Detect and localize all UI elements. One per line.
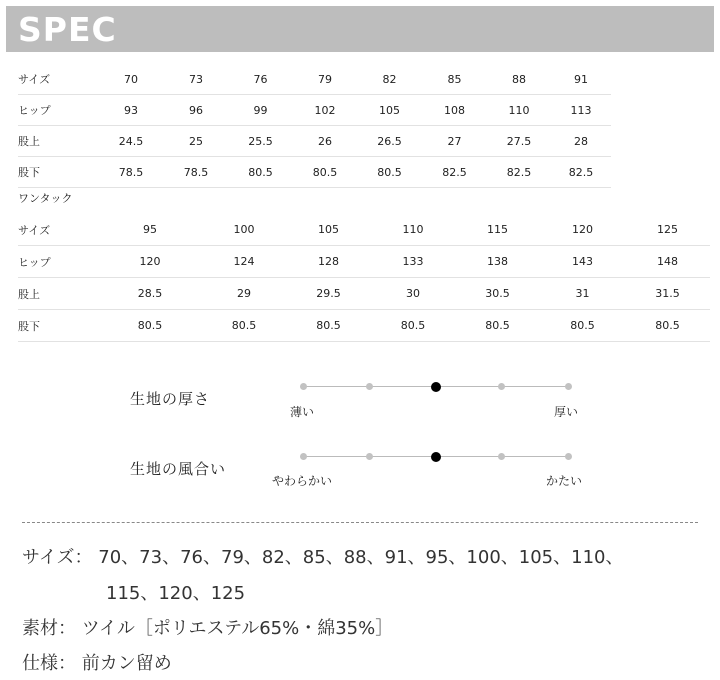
size-value-cell: 80.5 (570, 319, 595, 332)
size-value-cell: 82.5 (568, 165, 594, 179)
size-value-cell: 105 (318, 223, 339, 236)
size-value-cell: 31.5 (655, 287, 680, 300)
size-value-cell: 26 (318, 134, 332, 148)
table-row (18, 126, 611, 157)
row-label: サイズ (18, 73, 51, 86)
table-row (18, 278, 710, 310)
table-row (18, 157, 611, 188)
scale-dot (565, 453, 572, 460)
size-value-cell: 148 (657, 255, 678, 268)
size-value-cell: 113 (570, 103, 592, 117)
detail-line: 仕様： 前カン留め (22, 653, 172, 674)
size-value-cell: 78.5 (118, 165, 144, 179)
sizes-line: サイズ： 70、73、76、79、82、85、88、91、95、100、105、110、 (22, 547, 624, 568)
thickness-left-label: 薄い (290, 405, 315, 419)
size-value-cell: 80.5 (137, 319, 163, 332)
size-value-cell: 29 (237, 287, 251, 300)
size-value-cell: 82.5 (442, 165, 467, 179)
size-value-cell: 125 (657, 223, 678, 236)
row-label: 股上 (18, 135, 40, 148)
size-value-cell: 108 (444, 103, 465, 117)
texture-left-label: やわらかい (272, 474, 333, 488)
row-label: 股下 (18, 166, 40, 179)
selected-scale-dot (431, 452, 441, 462)
size-value-cell: 88 (512, 72, 526, 86)
size-value-cell: 78.5 (183, 165, 209, 179)
page-title: SPEC (18, 10, 117, 49)
size-value-cell: 138 (487, 255, 508, 268)
table-row (18, 95, 611, 126)
texture-right-label: かたい (546, 474, 583, 488)
row-label: 股上 (18, 287, 40, 301)
onetuck-label: ワンタック (18, 192, 73, 205)
size-table-onetuck (18, 214, 710, 342)
size-value-cell: 25 (189, 134, 203, 148)
spec-header (6, 6, 714, 52)
size-value-cell: 120 (572, 223, 593, 236)
scale-dot (498, 383, 505, 390)
size-value-cell: 93 (124, 103, 138, 117)
scale-dot (498, 453, 505, 460)
size-value-cell: 128 (318, 255, 339, 268)
size-value-cell: 28.5 (137, 287, 163, 300)
texture-title: 生地の風合い (130, 460, 227, 478)
sizes-line-continued: 115、120、125 (106, 583, 246, 604)
size-value-cell: 80.5 (248, 165, 273, 179)
size-value-cell: 110 (508, 103, 530, 117)
size-value-cell: 80.5 (400, 319, 426, 332)
scale-dot (300, 383, 307, 390)
size-value-cell: 29.5 (316, 287, 341, 300)
table-row (18, 310, 710, 342)
size-value-cell: 25.5 (248, 134, 273, 148)
size-value-cell: 80.5 (312, 165, 338, 179)
size-value-cell: 91 (574, 72, 588, 86)
size-value-cell: 82 (382, 72, 397, 86)
size-value-cell: 70 (124, 72, 138, 86)
size-value-cell: 80.5 (316, 319, 341, 332)
size-value-cell: 31 (575, 287, 590, 300)
size-value-cell: 100 (233, 223, 255, 236)
table-row (18, 214, 710, 246)
selected-scale-dot (431, 382, 441, 392)
scale-dot (366, 383, 373, 390)
table-row (18, 246, 710, 278)
size-value-cell: 82.5 (506, 165, 532, 179)
scale-dot (366, 453, 373, 460)
thickness-title: 生地の厚さ (130, 390, 211, 408)
size-value-cell: 80.5 (231, 319, 257, 332)
size-value-cell: 27.5 (506, 134, 532, 148)
scale-dot (300, 453, 307, 460)
size-value-cell: 120 (139, 255, 161, 268)
row-label: ヒップ (18, 104, 51, 117)
size-value-cell: 105 (379, 103, 400, 117)
size-value-cell: 30.5 (485, 287, 510, 300)
size-value-cell: 143 (572, 255, 593, 268)
table-row (18, 64, 611, 95)
size-value-cell: 124 (233, 255, 255, 268)
size-value-cell: 85 (447, 72, 462, 86)
size-value-cell: 99 (253, 103, 268, 117)
size-value-cell: 27 (447, 134, 462, 148)
size-value-cell: 24.5 (118, 134, 144, 148)
thickness-right-label: 厚い (554, 405, 579, 419)
size-table-standard (18, 64, 611, 188)
size-value-cell: 102 (314, 103, 336, 117)
size-value-cell: 95 (143, 223, 157, 236)
size-value-cell: 80.5 (485, 319, 510, 332)
size-value-cell: 133 (402, 255, 424, 268)
row-label: 股下 (18, 319, 40, 333)
size-value-cell: 115 (487, 223, 508, 236)
row-label: ヒップ (18, 255, 51, 269)
material-line: 素材： ツイル［ポリエステル65%・綿35%］ (22, 618, 394, 639)
size-value-cell: 110 (402, 223, 424, 236)
size-value-cell: 80.5 (377, 165, 402, 179)
size-value-cell: 76 (253, 72, 268, 86)
size-value-cell: 30 (406, 287, 420, 300)
size-value-cell: 28 (574, 134, 588, 148)
row-label: サイズ (18, 223, 51, 237)
dashed-divider (22, 522, 698, 523)
size-value-cell: 96 (189, 103, 203, 117)
size-value-cell: 79 (318, 72, 332, 86)
size-value-cell: 80.5 (655, 319, 680, 332)
scale-dot (565, 383, 572, 390)
size-value-cell: 26.5 (377, 134, 402, 148)
size-value-cell: 73 (189, 72, 203, 86)
